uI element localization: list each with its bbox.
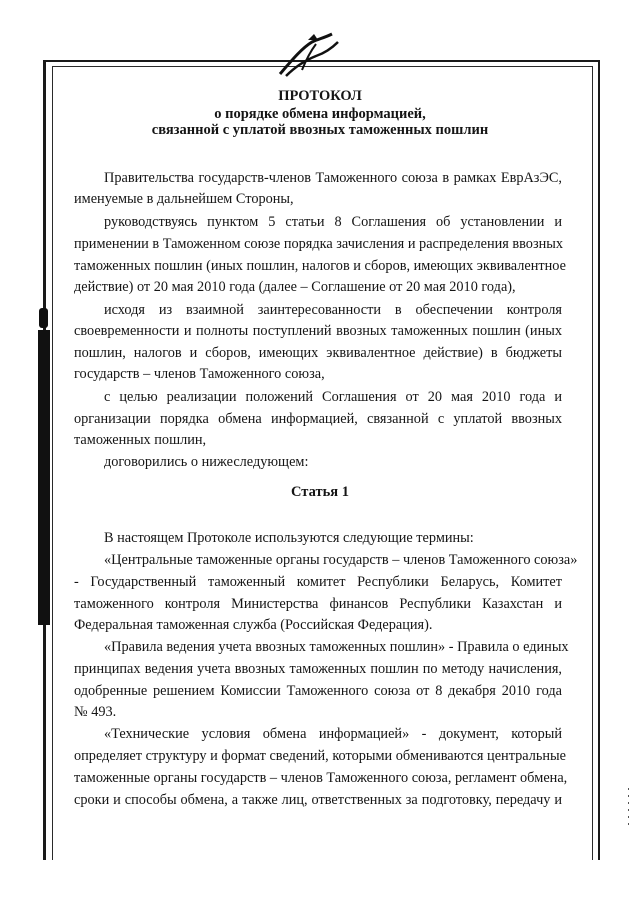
article-line: определяет структуру и формат сведений, которыми обмениваются центральные	[74, 748, 566, 764]
article-line: таможенные органы государств – членов Таможенного союза, регламент обмена,	[74, 770, 568, 786]
document-subtitle-line-2: связанной с уплатой ввозных таможенных пошлин	[151, 122, 489, 138]
body-line: своевременности и полноты поступлений ввозных таможенных пошлин (иных	[74, 323, 562, 339]
body-line: действие) от 20 мая 2010 года (далее – Соглашение от 20 мая 2010 года),	[74, 279, 516, 295]
binding-mark	[39, 308, 48, 328]
article-line: принципах ведения учета ввозных таможенных пошлин по методу начисления,	[74, 661, 562, 677]
article-line: «Технические условия обмена информацией» - документ, который	[104, 726, 562, 742]
document-title: ПРОТОКОЛ	[278, 88, 362, 104]
document-subtitle-line-1: о порядке обмена информацией,	[214, 106, 426, 122]
article-line: «Правила ведения учета ввозных таможенных пошлин» - Правила о единых	[104, 639, 569, 655]
article-line: Федеральная таможенная служба (Российская Федерация).	[74, 617, 433, 633]
article-line: «Центральные таможенные органы государств – членов Таможенного союза»	[104, 552, 578, 568]
body-line: применении в Таможенном союзе порядка зачисления и распределения ввозных	[74, 236, 563, 252]
article-line: одобренные решением Комиссии Таможенного союза от 8 декабря 2010 года	[74, 683, 562, 699]
body-line: договорились о нижеследующем:	[104, 454, 309, 470]
article-line: - Государственный таможенный комитет Республики Беларусь, Комитет	[74, 574, 562, 590]
body-line: пошлин, налогов и сборов, имеющих эквивалентное действие) в бюджеты	[74, 345, 562, 361]
body-line: именуемые в дальнейшем Стороны,	[74, 191, 294, 207]
body-line: государств – членов Таможенного союза,	[74, 366, 325, 382]
body-line: таможенных пошлин,	[74, 432, 207, 448]
article-line: сроки и способы обмена, а также лиц, ответственных за подготовку, передачу и	[74, 792, 562, 808]
body-line: руководствуясь пунктом 5 статьи 8 Соглашения об установлении и	[104, 214, 562, 230]
margin-mark	[627, 788, 630, 828]
binding-strip	[38, 330, 50, 625]
article-line: таможенного контроля Министерства финансов Республики Казахстан и	[74, 596, 562, 612]
body-line: с целью реализации положений Соглашения от 20 мая 2010 года и	[104, 389, 562, 405]
body-line: Правительства государств-членов Таможенного союза в рамках ЕврАзЭС,	[104, 170, 562, 186]
body-line: таможенных пошлин (иных пошлин, налогов и сборов, имеющих эквивалентное	[74, 258, 566, 274]
article-heading: Статья 1	[291, 484, 349, 500]
body-line: организации порядка обмена информацией, связанной с уплатой ввозных	[74, 411, 562, 427]
article-line: В настоящем Протоколе используются следующие термины:	[104, 530, 474, 546]
article-line: № 493.	[74, 704, 117, 720]
body-line: исходя из взаимной заинтересованности в обеспечении контроля	[104, 302, 562, 318]
emblem-icon	[272, 30, 342, 82]
